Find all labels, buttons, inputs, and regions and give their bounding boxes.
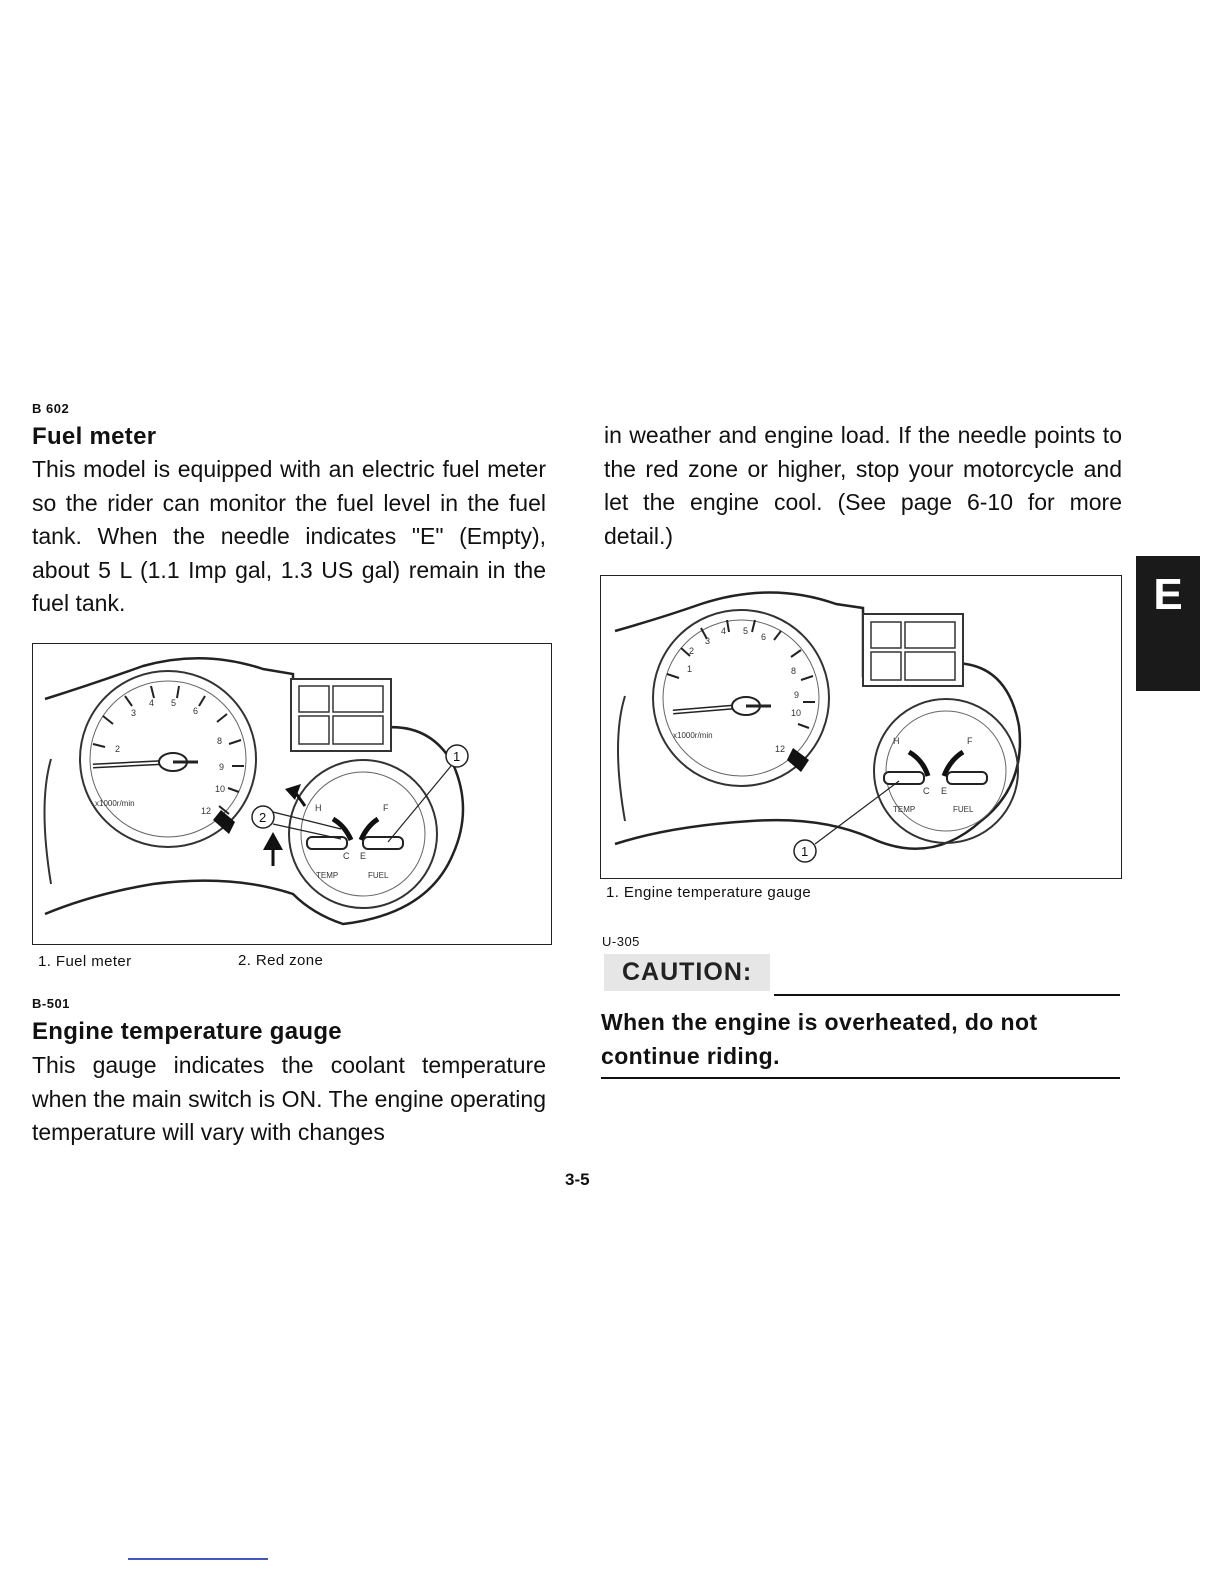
- page-number: 3-5: [565, 1170, 590, 1189]
- fuel-empty-label: E: [941, 786, 948, 796]
- paragraph-engine-temperature: This gauge indicates the coolant temperature when the main switch is ON. The engine operating temperature will vary with changes: [32, 1052, 546, 1145]
- figure-engine-temperature: [600, 575, 1122, 879]
- section-tab: E: [1136, 556, 1200, 691]
- callout-2: 2: [259, 810, 267, 825]
- fuel-full-label: F: [383, 803, 389, 813]
- dashboard-illustration: [33, 644, 551, 944]
- caption-engine-temperature-gauge: 1. Engine temperature gauge: [606, 884, 812, 901]
- fuel-label: FUEL: [953, 805, 974, 814]
- caution-rule-top: [774, 994, 1120, 996]
- temp-cold-label: C: [923, 786, 930, 796]
- fuel-empty-label: E: [360, 851, 367, 861]
- figure-fuel-meter: [32, 643, 552, 945]
- svg-text:10: 10: [215, 784, 226, 794]
- svg-text:8: 8: [791, 666, 797, 676]
- tacho-unit-label: x1000r/min: [95, 799, 135, 808]
- caution-text: When the engine is overheated, do not continue riding.: [601, 1009, 1038, 1069]
- callout-1: 1: [453, 749, 461, 764]
- svg-text:9: 9: [219, 762, 225, 772]
- temp-label: TEMP: [893, 805, 916, 814]
- heading-fuel-meter: Fuel meter: [32, 423, 157, 450]
- caution-label: CAUTION:: [604, 954, 770, 991]
- svg-text:9: 9: [794, 690, 800, 700]
- svg-text:3: 3: [705, 636, 711, 646]
- svg-text:4: 4: [721, 626, 727, 636]
- svg-text:4: 4: [149, 698, 155, 708]
- arrow-icon: [263, 832, 283, 850]
- heading-engine-temperature-gauge: Engine temperature gauge: [32, 1018, 342, 1045]
- caption-red-zone: 2. Red zone: [238, 952, 324, 969]
- svg-text:5: 5: [171, 698, 177, 708]
- fuel-full-label: F: [967, 736, 973, 746]
- svg-text:12: 12: [201, 806, 212, 816]
- caution-rule-bottom: [601, 1077, 1120, 1079]
- svg-text:2: 2: [689, 646, 695, 656]
- tacho-unit-label: x1000r/min: [673, 731, 713, 740]
- footer-link-underline: [128, 1558, 268, 1560]
- svg-text:5: 5: [743, 626, 749, 636]
- fuel-label: FUEL: [368, 871, 389, 880]
- temp-hot-label: H: [893, 736, 900, 746]
- paragraph-continued: in weather and engine load. If the needle points to the red zone or higher, stop your motorcycle and let the engine cool. (See page 6-10 for more detail.): [604, 422, 1122, 549]
- svg-text:1: 1: [687, 664, 693, 674]
- section-code-caution: U-305: [602, 934, 640, 949]
- temp-label: TEMP: [316, 871, 339, 880]
- svg-text:10: 10: [791, 708, 802, 718]
- svg-text:3: 3: [131, 708, 137, 718]
- dashboard-illustration: [601, 576, 1121, 878]
- temp-cold-label: C: [343, 851, 350, 861]
- svg-text:8: 8: [217, 736, 223, 746]
- svg-text:6: 6: [193, 706, 199, 716]
- section-code-temp: B-501: [32, 996, 70, 1011]
- paragraph-fuel-meter: This model is equipped with an electric fuel meter so the rider can monitor the fuel level in the fuel tank. When the needle indicates "E" (Empty), about 5 L (1.1 Imp gal, 1.3 US gal) remain in the fuel tank.: [32, 456, 546, 616]
- svg-text:12: 12: [775, 744, 786, 754]
- svg-text:6: 6: [761, 632, 767, 642]
- caption-fuel-meter: 1. Fuel meter: [38, 953, 132, 970]
- svg-text:2: 2: [115, 744, 121, 754]
- callout-1: 1: [801, 844, 809, 859]
- section-code-fuel: B 602: [32, 401, 70, 416]
- temp-hot-label: H: [315, 803, 322, 813]
